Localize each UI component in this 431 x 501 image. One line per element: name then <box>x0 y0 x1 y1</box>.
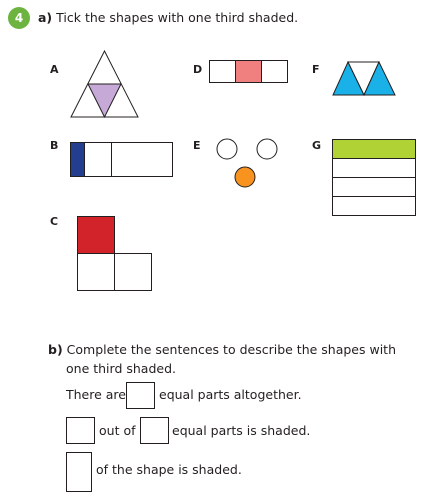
answer-box-fraction[interactable] <box>66 452 92 492</box>
sentence2-middle: out of <box>99 423 136 438</box>
answer-box-total-parts[interactable] <box>126 382 155 409</box>
shape-e-shaded-circle <box>235 167 255 187</box>
shape-a-label: A <box>50 63 59 76</box>
shape-c-shaded-part[interactable] <box>77 216 115 254</box>
shape-d-label: D <box>193 63 203 76</box>
part-b-instruction-line2: one third shaded. <box>66 361 176 376</box>
shape-c-part-3[interactable] <box>114 253 152 291</box>
part-a-instruction: Tick the shapes with one third shaded. <box>56 10 299 25</box>
shape-c-label: C <box>50 215 59 228</box>
shape-g-part-2[interactable] <box>332 158 416 178</box>
sentence2-after: equal parts is shaded. <box>172 423 311 438</box>
part-b-label: b) <box>48 342 63 357</box>
answer-box-shaded-parts[interactable] <box>66 417 95 444</box>
shape-g-shaded-part[interactable] <box>332 139 416 159</box>
shape-e-circle-2 <box>257 139 277 159</box>
shape-f-label: F <box>312 63 320 76</box>
shape-b-label: B <box>50 139 59 152</box>
shape-g-part-3[interactable] <box>332 177 416 197</box>
sentence1-after: equal parts altogether. <box>159 387 302 402</box>
sentence1-before: There are <box>66 387 126 402</box>
shape-e-label: E <box>193 139 201 152</box>
part-b-heading <box>48 342 396 358</box>
shape-e-circle-1 <box>217 139 237 159</box>
question-number: 4 <box>14 11 24 25</box>
part-b-instruction-line1: Complete the sentences to describe the shapes with <box>66 342 397 357</box>
sentence3-after: of the shape is shaded. <box>96 462 242 477</box>
part-a-label: a) <box>38 10 53 25</box>
answer-box-equal-parts[interactable] <box>140 417 169 444</box>
shape-c-part-2[interactable] <box>77 253 115 291</box>
shape-g-part-4[interactable] <box>332 196 416 216</box>
shape-g-label: G <box>312 139 322 152</box>
